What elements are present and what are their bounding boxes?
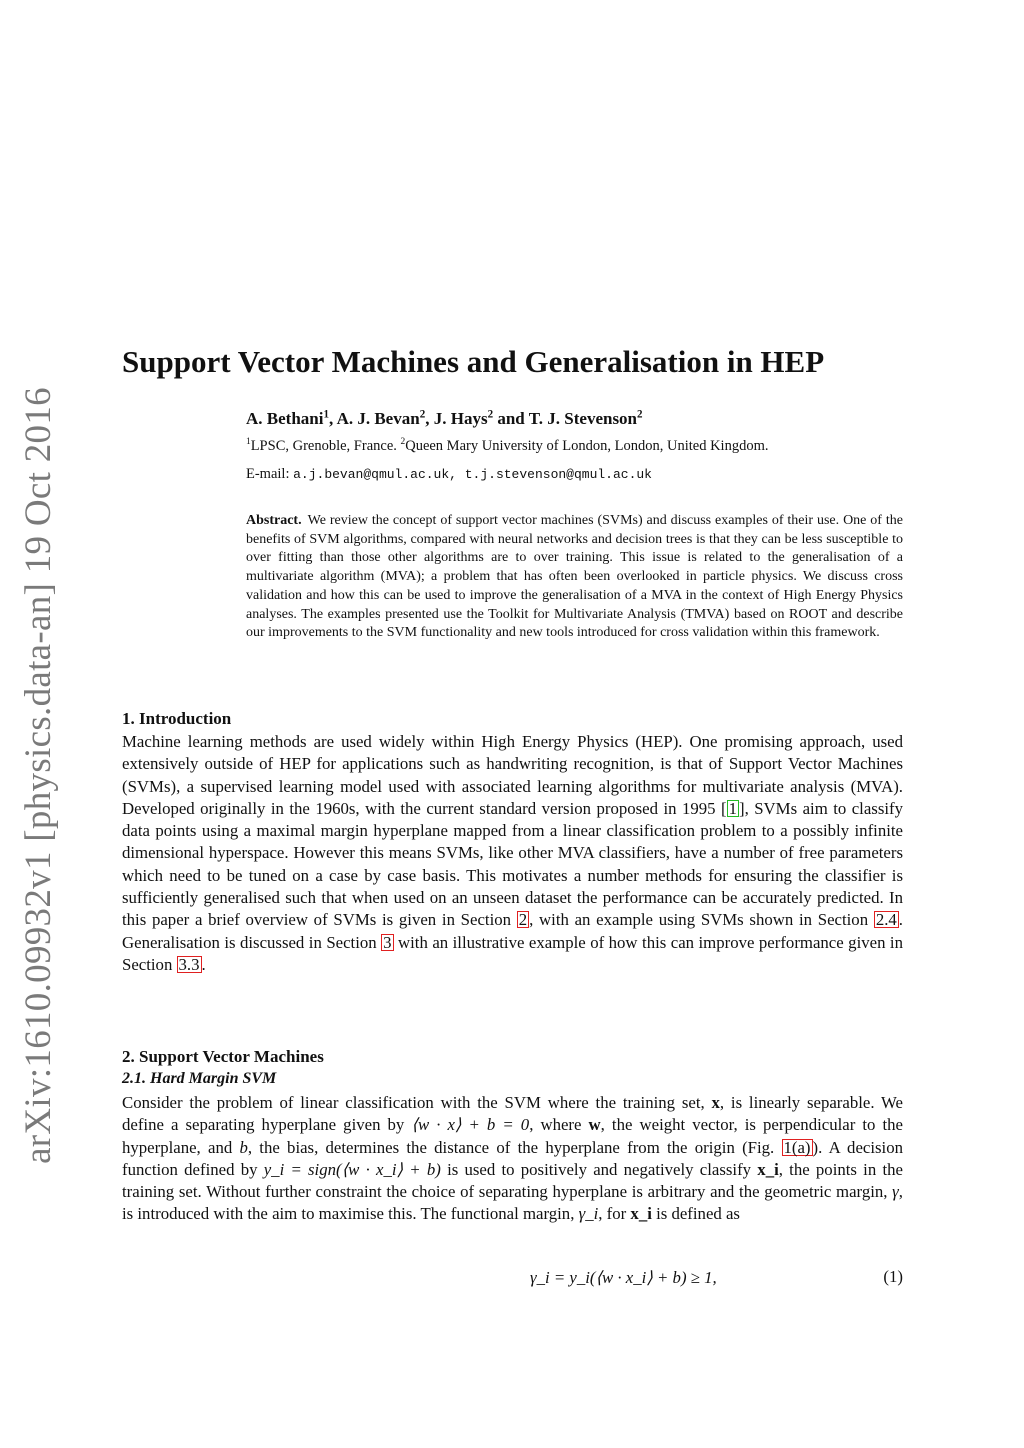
paragraph-text: ], SVMs aim to classify data points using a maximal margin hyperplane mapped from a linear classification problem to a possibly infinite dimensional hyperspace. However this means SVMs, like other MVA classifiers, have a number of free parameters which need to be tuned on a case by case basis. This motivates a number methods for ensuring the classifier is sufficiently generalised such that when used on an unseen dataset the performance can be accurately predicted. In this paper a brief overview of SVMs is given in Section: [122, 798, 903, 930]
affiliation-text: LPSC, Grenoble, France.: [250, 438, 401, 454]
paragraph-text: , the bias, determines the distance of the hyperplane from the origin (Fig.: [247, 1137, 782, 1157]
section-ref-link[interactable]: 3: [383, 932, 392, 952]
author-list: [246, 409, 906, 429]
math-symbol: x_i: [757, 1159, 779, 1179]
math-symbol: b: [239, 1137, 248, 1157]
author-affiliation-mark: 1: [323, 408, 329, 421]
hard-margin-paragraph: [122, 1092, 903, 1226]
author-separator: ,: [329, 409, 337, 428]
paragraph-text: ). A decision function defined by: [122, 1137, 903, 1179]
arxiv-side-stamp: [8, 386, 68, 1164]
paragraph-text: is defined as: [651, 1204, 740, 1224]
paragraph-text: , the points in the training set. Without further constraint the choice of separating hyperplane is arbitrary and the geometric margin,: [122, 1159, 903, 1202]
arxiv-identifier: arXiv:1610.09932v1 [physics.data-an] 19 Oct 2016: [17, 386, 59, 1164]
author-affiliation-mark: 2: [419, 408, 426, 421]
affiliation-text: Queen Mary University of London, London, United Kingdom.: [405, 438, 769, 454]
paragraph-text: , where: [529, 1115, 589, 1135]
abstract-text: We review the concept of support vector machines (SVMs) and discuss examples of their use. One of the benefits of SVM algorithms, compared with neural networks and decision trees is that they can be less susceptible to over fitting than those other algorithms are to over training. This issue is related to the generalisation of a multivariate algorithm (MVA); a problem that has often been overlooked in particle physics. We discuss cross validation and how this can be used to improve the generalisation of a MVA in the context of High Energy Physics analyses. The examples presented use the Toolkit for Multivariate Analysis (TMVA) based on ROOT and describe our improvements to the SVM functionality and new tools introduced for cross validation within this framework.: [246, 513, 903, 641]
email-line: [246, 466, 906, 483]
math-symbol: x_i: [630, 1204, 652, 1224]
paragraph-text: , is introduced with the aim to maximise this. The functional margin,: [122, 1182, 903, 1224]
paragraph-text: .: [201, 954, 206, 974]
author-name: T. J. Stevenson: [528, 409, 638, 428]
paragraph-text: , with an example using SVMs shown in Section: [529, 910, 874, 930]
affiliation-mark: 1: [246, 437, 251, 448]
paragraph-text: . Generalisation is discussed in Section: [122, 910, 903, 952]
email-label: E-mail:: [246, 466, 294, 482]
paragraph-text: , the weight vector, is perpendicular to the hyperplane, and: [122, 1115, 903, 1157]
paragraph-text: , is linearly separable. We define a separating hyperplane given by: [122, 1093, 903, 1135]
equation-expression: γ_i = y_i(⟨w · x_i⟩ + b) ≥ 1,: [530, 1268, 717, 1287]
section-ref-link[interactable]: 2: [518, 910, 528, 930]
paper-title: Support Vector Machines and Generalisation in HEP: [122, 344, 825, 379]
section-heading-svm: 2. Support Vector Machines: [122, 1047, 324, 1066]
section-ref-link[interactable]: 3.3: [178, 954, 200, 974]
equation-1: [122, 1267, 903, 1293]
abstract-label: Abstract.: [246, 513, 302, 528]
author-name: A. Bethani: [246, 409, 324, 428]
math-expression: y_i = sign(⟨w · x_i⟩ + b): [263, 1159, 441, 1179]
subsection-heading-hard-margin: 2.1. Hard Margin SVM: [122, 1070, 277, 1087]
math-expression: ⟨w · x⟩ + b = 0: [411, 1115, 530, 1135]
author-affiliation-mark: 2: [487, 408, 494, 421]
section-ref-link[interactable]: 2.4: [875, 910, 897, 930]
author-affiliation-mark: 2: [637, 408, 643, 421]
paragraph-text: , for: [598, 1204, 631, 1224]
abstract: [246, 512, 903, 643]
equation-number: (1): [883, 1267, 903, 1286]
paragraph-text: Consider the problem of linear classification with the SVM where the training set,: [122, 1093, 712, 1112]
author-separator: ,: [425, 409, 434, 428]
paragraph-text: is used to positively and negatively classify: [440, 1159, 758, 1179]
author-separator: and: [493, 409, 529, 428]
figure-ref-link[interactable]: 1(a): [783, 1137, 811, 1157]
affiliations: [246, 438, 906, 455]
citation-link[interactable]: 1: [728, 798, 737, 818]
math-symbol: γ_i: [578, 1204, 599, 1224]
email-addresses[interactable]: a.j.bevan@qmul.ac.uk, t.j.stevenson@qmul.ac.uk: [293, 467, 652, 482]
introduction-paragraph: [122, 731, 903, 976]
math-symbol: γ: [892, 1182, 899, 1202]
math-symbol: x: [711, 1093, 720, 1112]
section-heading-introduction: 1. Introduction: [122, 709, 232, 728]
author-name: J. Hays: [433, 409, 488, 428]
affiliation-mark: 2: [400, 437, 406, 448]
paragraph-text: Machine learning methods are used widely within High Energy Physics (HEP). One promising approach, used extensively outside of HEP for applications such as handwriting recognition, is that of Support Vector Machines (SVMs), a supervised learning model used with associated learning algorithms for multivariate analysis (MVA). Developed originally in the 1960s, with the current standard version proposed in 1995 [: [122, 732, 903, 818]
paragraph-text: with an illustrative example of how this can improve performance given in Section: [122, 932, 903, 974]
author-name: A. J. Bevan: [336, 409, 420, 428]
math-symbol: w: [588, 1115, 601, 1135]
